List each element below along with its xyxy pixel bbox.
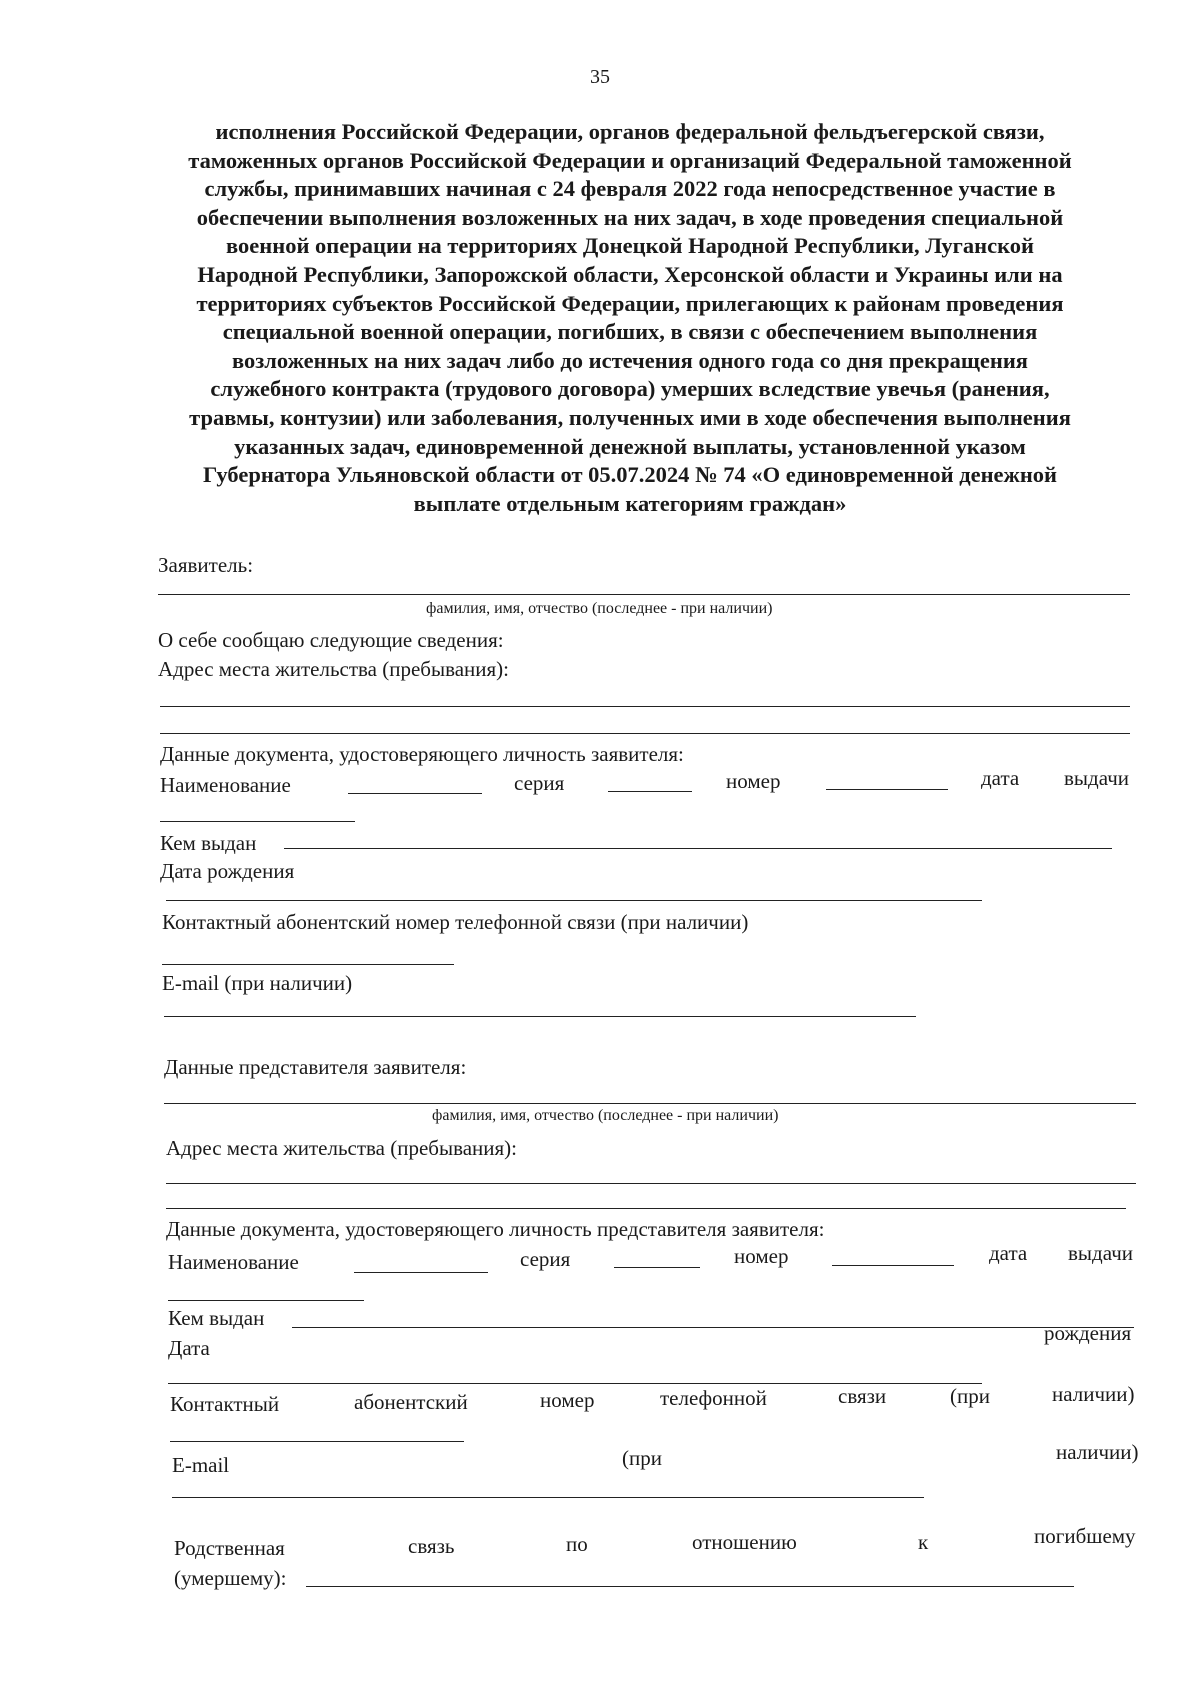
applicant-doc-number-label: номер bbox=[726, 769, 781, 793]
applicant-email-label: E-mail (при наличии) bbox=[162, 971, 353, 995]
applicant-doc-series-field[interactable] bbox=[608, 791, 692, 792]
representative-doc-issue-date-field[interactable] bbox=[168, 1300, 364, 1301]
applicant-doc-number-field[interactable] bbox=[826, 789, 948, 790]
applicant-doc-name-label: Наименование bbox=[160, 773, 291, 797]
heading-line: обеспечении выполнения возложенных на них задач, в ходе проведения специальной bbox=[196, 204, 1064, 230]
representative-issued-by-label: Кем выдан bbox=[168, 1306, 265, 1330]
representative-doc-label: Данные документа, удостоверяющего личность представителя заявителя: bbox=[166, 1217, 825, 1241]
heading-line: травмы, контузии) или заболевания, полученных ими в ходе обеспечения выполнения bbox=[189, 404, 1071, 430]
representative-phone-word: наличии) bbox=[1052, 1382, 1135, 1406]
representative-phone-field[interactable] bbox=[170, 1441, 464, 1442]
applicant-fio-hint: фамилия, имя, отчество (последнее - при наличии) bbox=[426, 600, 773, 617]
heading-line: указанных задач, единовременной денежной выплаты, установленной указом bbox=[234, 433, 1026, 459]
applicant-label: Заявитель: bbox=[158, 553, 254, 577]
relation-word: по bbox=[566, 1532, 588, 1556]
applicant-doc-label: Данные документа, удостоверяющего личность заявителя: bbox=[160, 742, 684, 766]
applicant-doc-date-label: дата bbox=[981, 766, 1020, 790]
relation-word: погибшему bbox=[1034, 1524, 1136, 1548]
relation-word: связь bbox=[408, 1534, 455, 1558]
representative-phone-word: абонентский bbox=[354, 1390, 468, 1414]
relation-field[interactable] bbox=[306, 1586, 1074, 1587]
representative-email-nalichii: наличии) bbox=[1056, 1440, 1139, 1464]
applicant-birth-field[interactable] bbox=[166, 900, 982, 901]
representative-phone-word: Контактный bbox=[170, 1392, 280, 1416]
applicant-fio-field[interactable] bbox=[158, 594, 1130, 595]
representative-fio-hint: фамилия, имя, отчество (последнее - при наличии) bbox=[432, 1107, 779, 1124]
applicant-address-field-1[interactable] bbox=[160, 706, 1130, 707]
heading-line: Народной Республики, Запорожской области, Херсонской области и Украины или на bbox=[197, 261, 1063, 287]
relation-line2-label: (умершему): bbox=[174, 1566, 287, 1590]
representative-doc-name-field[interactable] bbox=[354, 1272, 488, 1273]
relation-word: к bbox=[918, 1530, 929, 1554]
representative-doc-name-label: Наименование bbox=[168, 1250, 299, 1274]
representative-birth-date-label: Дата bbox=[168, 1336, 210, 1360]
heading-line: территориях субъектов Российской Федерации, прилегающих к районам проведения bbox=[196, 290, 1064, 316]
representative-label: Данные представителя заявителя: bbox=[164, 1055, 467, 1079]
heading-line: служебного контракта (трудового договора) умерших вследствие увечья (ранения, bbox=[210, 376, 1050, 402]
representative-phone-word: номер bbox=[540, 1388, 595, 1412]
heading-line: возложенных на них задач либо до истечения одного года со дня прекращения bbox=[232, 347, 1028, 373]
representative-address-field-1[interactable] bbox=[166, 1183, 1136, 1184]
applicant-doc-issue-label: выдачи bbox=[1064, 766, 1129, 790]
applicant-email-field[interactable] bbox=[164, 1016, 916, 1017]
representative-fio-field[interactable] bbox=[164, 1103, 1136, 1104]
representative-issued-by-field[interactable] bbox=[292, 1327, 1134, 1328]
representative-birth-label: рождения bbox=[1044, 1321, 1132, 1345]
representative-doc-number-label: номер bbox=[734, 1244, 789, 1268]
heading-line: таможенных органов Российской Федерации и организаций Федеральной таможенной bbox=[188, 147, 1072, 173]
applicant-issued-by-field[interactable] bbox=[284, 848, 1112, 849]
relation-word: отношению bbox=[692, 1530, 797, 1554]
applicant-phone-field[interactable] bbox=[162, 964, 454, 965]
heading-line: выплате отдельным категориям граждан» bbox=[413, 490, 847, 516]
representative-doc-series-field[interactable] bbox=[614, 1267, 700, 1268]
applicant-about-label: О себе сообщаю следующие сведения: bbox=[158, 628, 504, 652]
representative-email-field[interactable] bbox=[172, 1497, 924, 1498]
applicant-doc-issue-date-field[interactable] bbox=[160, 821, 355, 822]
applicant-address-label: Адрес места жительства (пребывания): bbox=[158, 657, 510, 681]
heading-line: военной операции на территориях Донецкой Народной Республики, Луганской bbox=[226, 233, 1034, 259]
representative-doc-issue-label: выдачи bbox=[1068, 1241, 1133, 1265]
relation-word: Родственная bbox=[174, 1536, 285, 1560]
representative-address-field-2[interactable] bbox=[166, 1208, 1126, 1209]
applicant-issued-by-label: Кем выдан bbox=[160, 831, 257, 855]
heading-line: специальной военной операции, погибших, в связи с обеспечением выполнения bbox=[222, 319, 1038, 345]
representative-phone-word: телефонной bbox=[660, 1386, 767, 1410]
representative-doc-date-label: дата bbox=[989, 1241, 1028, 1265]
heading-line: Губернатора Ульяновской области от 05.07.2024 № 74 «О единовременной денежной bbox=[202, 462, 1058, 488]
applicant-birth-label: Дата рождения bbox=[160, 859, 295, 883]
representative-address-label: Адрес места жительства (пребывания): bbox=[166, 1136, 518, 1160]
representative-doc-series-label: серия bbox=[520, 1247, 571, 1271]
applicant-doc-name-field[interactable] bbox=[348, 793, 482, 794]
applicant-phone-label: Контактный абонентский номер телефонной связи (при наличии) bbox=[162, 910, 749, 934]
representative-phone-word: (при bbox=[950, 1384, 990, 1408]
form-heading bbox=[150, 118, 1110, 518]
representative-doc-number-field[interactable] bbox=[832, 1265, 954, 1266]
heading-line: службы, принимавших начиная с 24 февраля 2022 года непосредственное участие в bbox=[204, 176, 1056, 202]
representative-email-label: E-mail bbox=[172, 1453, 230, 1477]
representative-phone-word: связи bbox=[838, 1384, 887, 1408]
representative-email-pri: (при bbox=[622, 1446, 662, 1470]
applicant-address-field-2[interactable] bbox=[160, 733, 1130, 734]
heading-line: исполнения Российской Федерации, органов федеральной фельдъегерской связи, bbox=[215, 119, 1045, 144]
page-number: 35 bbox=[590, 66, 610, 88]
applicant-doc-series-label: серия bbox=[514, 771, 565, 795]
